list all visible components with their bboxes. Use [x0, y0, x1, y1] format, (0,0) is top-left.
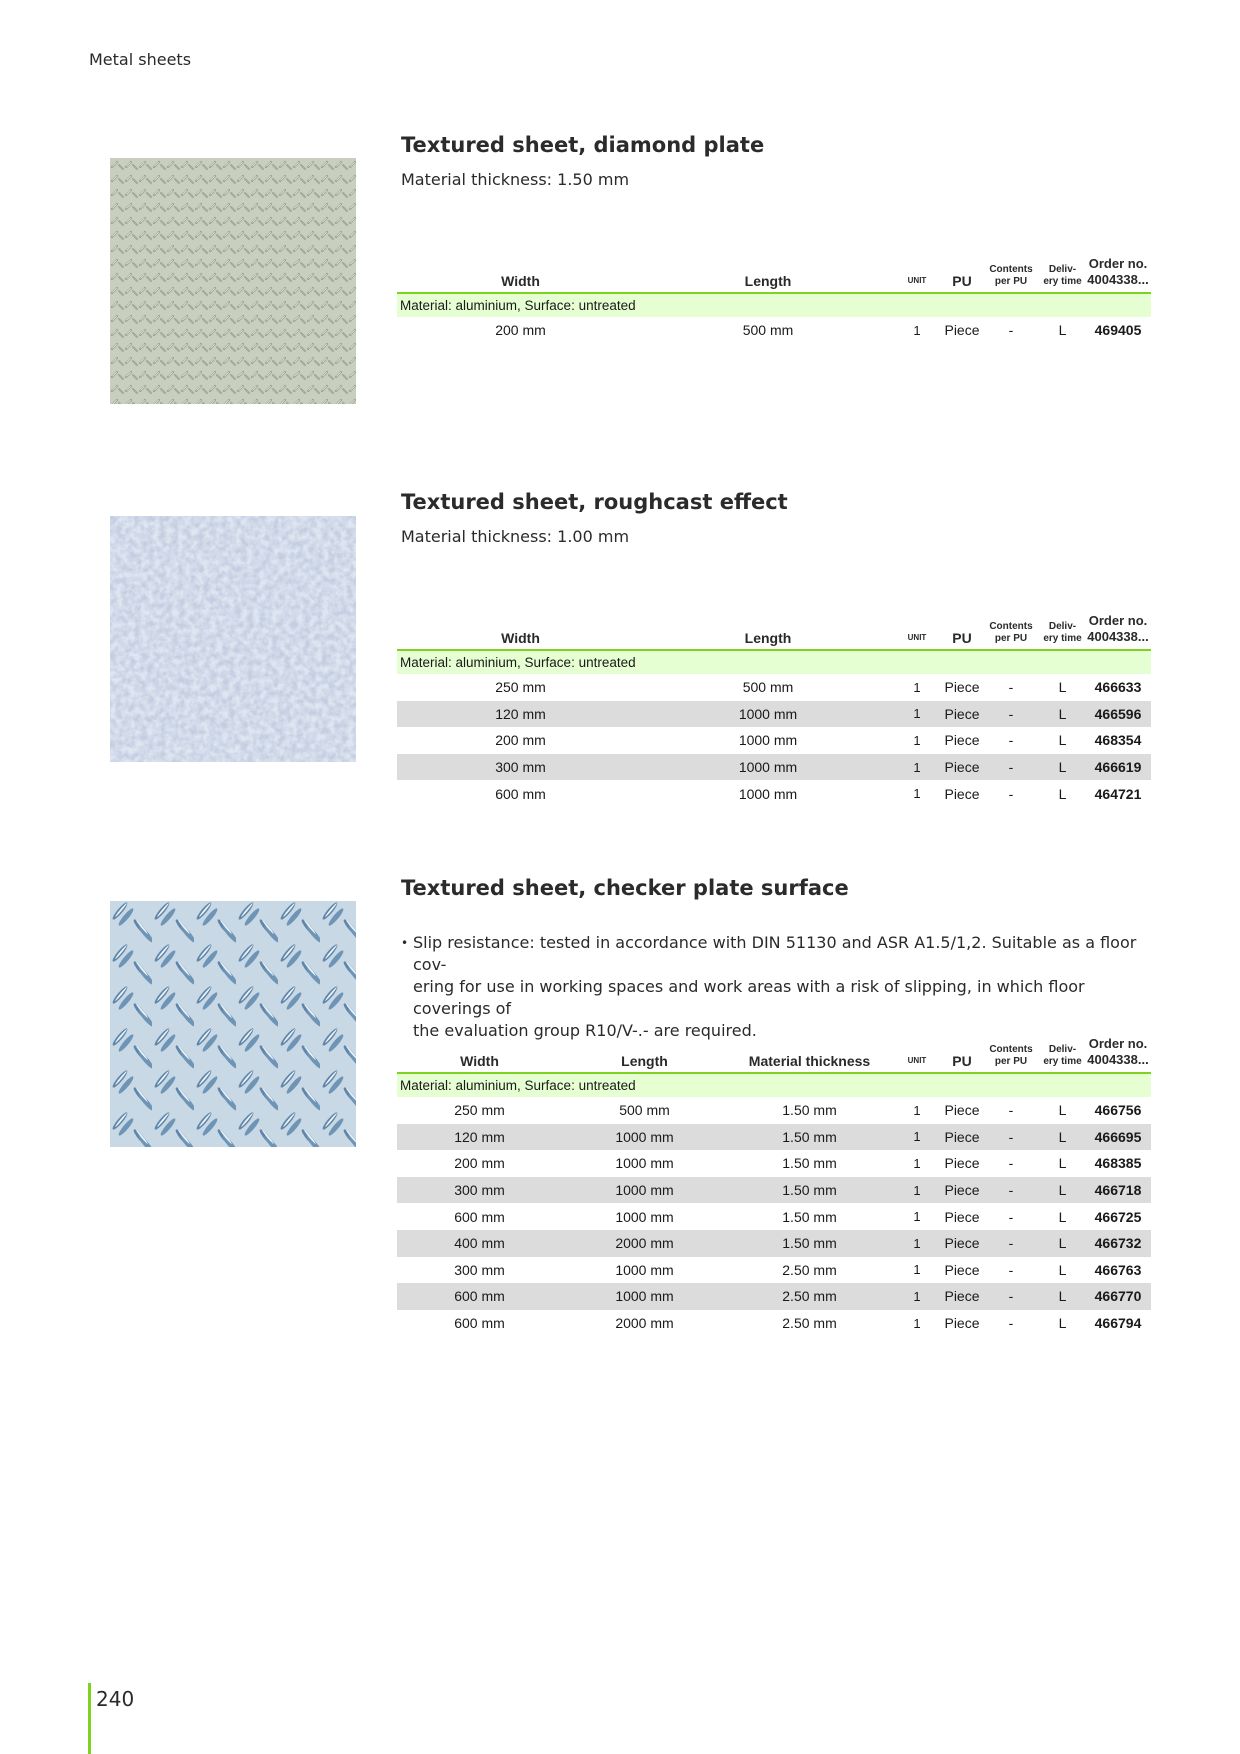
section-label: Metal sheets: [89, 50, 192, 69]
order-number: 466794: [1094, 1315, 1142, 1332]
table-row: 300 mm 1000 mm 1 Piece - L 466619: [397, 754, 1151, 781]
col-delivery: Deliv- ery time: [1040, 256, 1085, 293]
col-unit: UNIT: [892, 1036, 942, 1073]
order-number: 468385: [1094, 1155, 1142, 1172]
col-length: Length: [644, 613, 892, 650]
order-number: 469405: [1094, 322, 1142, 339]
table-row: 600 mm 1000 mm 1.50 mm 1 Piece - L 466725: [397, 1203, 1151, 1230]
order-number: 466770: [1085, 1283, 1151, 1310]
col-order: Order no. 4004338...: [1085, 613, 1151, 650]
col-unit: UNIT: [892, 256, 942, 293]
order-number: 464721: [1094, 785, 1142, 802]
table-row: 200 mm 1000 mm 1.50 mm 1 Piece - L 468385: [397, 1150, 1151, 1177]
material-group-row: Material: aluminium, Surface: untreated: [397, 650, 1151, 674]
col-thickness: Material thickness: [727, 1036, 892, 1073]
col-contents: Contents per PU: [982, 1036, 1040, 1073]
col-width: Width: [397, 1036, 562, 1073]
table-header: [397, 613, 1151, 650]
page-number-bar: [88, 1683, 91, 1754]
product-title: Textured sheet, checker plate surface: [401, 876, 849, 900]
col-delivery: Deliv- ery time: [1040, 613, 1085, 650]
spec-table: [397, 256, 1151, 344]
diamond-plate-image: [110, 158, 356, 404]
material-group-row: Material: aluminium, Surface: untreated: [397, 293, 1151, 317]
material-thickness: Material thickness: 1.00 mm: [401, 527, 630, 546]
order-number: 466633: [1094, 679, 1142, 696]
table-row: 300 mm 1000 mm 1.50 mm 1 Piece - L 466718: [397, 1177, 1151, 1204]
table-row: 200 mm 1000 mm 1 Piece - L 468354: [397, 727, 1151, 754]
spec-table: [397, 613, 1151, 807]
table-row: 120 mm 1000 mm 1 Piece - L 466596: [397, 701, 1151, 728]
table-row: 250 mm 500 mm 1.50 mm 1 Piece - L 466756: [397, 1097, 1151, 1124]
page-number: 240: [96, 1687, 135, 1711]
table-row: 250 mm 500 mm 1 Piece - L 466633: [397, 674, 1151, 701]
col-length: Length: [562, 1036, 727, 1073]
roughcast-image: [110, 516, 356, 762]
col-contents: Contents per PU: [982, 613, 1040, 650]
order-number: 466596: [1085, 701, 1151, 728]
col-width: Width: [397, 613, 644, 650]
table-row: 600 mm 1000 mm 2.50 mm 1 Piece - L 466770: [397, 1283, 1151, 1310]
table-row: 200 mm 500 mm 1 Piece - L 469405: [397, 317, 1151, 344]
col-order: Order no. 4004338...: [1085, 256, 1151, 293]
col-pu: PU: [942, 613, 982, 650]
table-row: 600 mm 2000 mm 2.50 mm 1 Piece - L 466794: [397, 1310, 1151, 1337]
col-order: Order no. 4004338...: [1085, 1036, 1151, 1073]
table-row: 300 mm 1000 mm 2.50 mm 1 Piece - L 466763: [397, 1257, 1151, 1284]
order-number: 468354: [1094, 732, 1142, 749]
material-thickness: Material thickness: 1.50 mm: [401, 170, 630, 189]
order-number: 466756: [1094, 1102, 1142, 1119]
order-number: 466725: [1094, 1208, 1142, 1225]
table-row: 600 mm 1000 mm 1 Piece - L 464721: [397, 780, 1151, 807]
slip-resistance-note: • Slip resistance: tested in accordance with DIN 51130 and ASR A1.5/1,2. Suitable as a floor cov- ering for use in working spaces and work areas with a risk of slipping, in which floor coverings of the evaluation group R10/V-.- are required.: [401, 932, 1161, 1042]
col-length: Length: [644, 256, 892, 293]
table-row: 400 mm 2000 mm 1.50 mm 1 Piece - L 466732: [397, 1230, 1151, 1257]
order-number: 466718: [1085, 1177, 1151, 1204]
col-delivery: Deliv- ery time: [1040, 1036, 1085, 1073]
col-unit: UNIT: [892, 613, 942, 650]
material-group-row: Material: aluminium, Surface: untreated: [397, 1073, 1151, 1097]
table-header: [397, 256, 1151, 293]
order-number: 466732: [1085, 1230, 1151, 1257]
table-header: [397, 1036, 1151, 1073]
col-contents: Contents per PU: [982, 256, 1040, 293]
product-title: Textured sheet, diamond plate: [401, 133, 765, 157]
spec-table: [397, 1036, 1151, 1336]
checker-plate-image: [110, 901, 356, 1147]
product-title: Textured sheet, roughcast effect: [401, 490, 788, 514]
col-pu: PU: [942, 1036, 982, 1073]
table-row: 120 mm 1000 mm 1.50 mm 1 Piece - L 466695: [397, 1124, 1151, 1151]
order-number: 466695: [1085, 1124, 1151, 1151]
order-number: 466619: [1085, 754, 1151, 781]
order-number: 466763: [1094, 1261, 1142, 1278]
col-pu: PU: [942, 256, 982, 293]
col-width: Width: [397, 256, 644, 293]
